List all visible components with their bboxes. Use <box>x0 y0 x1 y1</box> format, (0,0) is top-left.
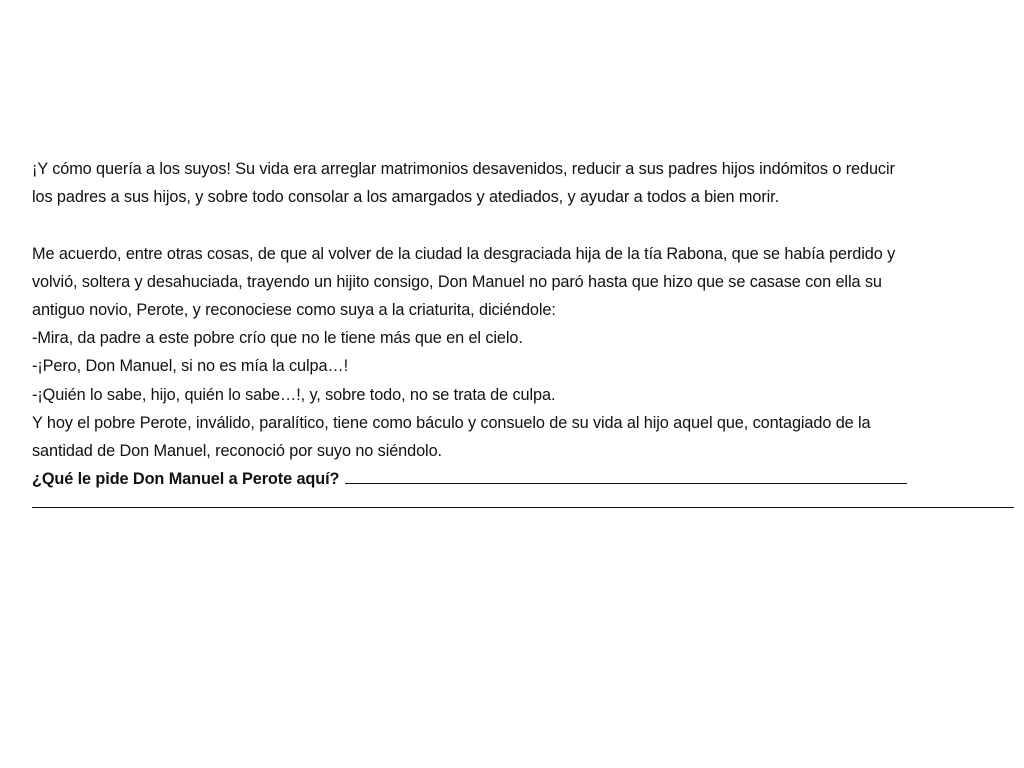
dialogue-line-3: -¡Quién lo sabe, hijo, quién lo sabe…!, y, sobre todo, no se trata de culpa. <box>32 385 556 404</box>
question-text: ¿Qué le pide Don Manuel a Perote aquí? <box>32 470 340 489</box>
question-line <box>32 465 1012 493</box>
dialogue-line-2: -¡Pero, Don Manuel, si no es mía la culpa…! <box>32 357 349 376</box>
paragraph-2-line-7: Y hoy el pobre Perote, inválido, paralítico, tiene como báculo y consuelo de su vida al hijo aquel que, contagiado de la <box>32 413 871 432</box>
answer-blank-full-line[interactable] <box>32 493 1014 508</box>
paragraph-2-line-2: volvió, soltera y desahuciada, trayendo un hijito consigo, Don Manuel no paró hasta que hizo que se casase con ella su <box>32 272 882 291</box>
paragraph-spacer <box>32 211 1012 239</box>
answer-blank-inline[interactable] <box>345 466 907 484</box>
paragraph-1-line-2: los padres a sus hijos, y sobre todo consolar a los amargados y atediados, y ayudar a todos a bien morir. <box>32 188 779 207</box>
paragraph-2-line-1: Me acuerdo, entre otras cosas, de que al volver de la ciudad la desgraciada hija de la tía Rabona, que se había perdido y <box>32 244 896 263</box>
dialogue-line-1: -Mira, da padre a este pobre crío que no le tiene más que en el cielo. <box>32 329 523 348</box>
paragraph-1-line-1: ¡Y cómo quería a los suyos! Su vida era arreglar matrimonios desavenidos, reducir a sus padres hijos indómitos o reducir <box>32 160 895 178</box>
paragraph-2-line-8: santidad de Don Manuel, reconoció por suyo no siéndolo. <box>32 441 442 460</box>
text-block <box>32 155 1012 508</box>
paragraph-2-line-3: antiguo novio, Perote, y reconociese como suya a la criaturita, diciéndole: <box>32 300 556 319</box>
